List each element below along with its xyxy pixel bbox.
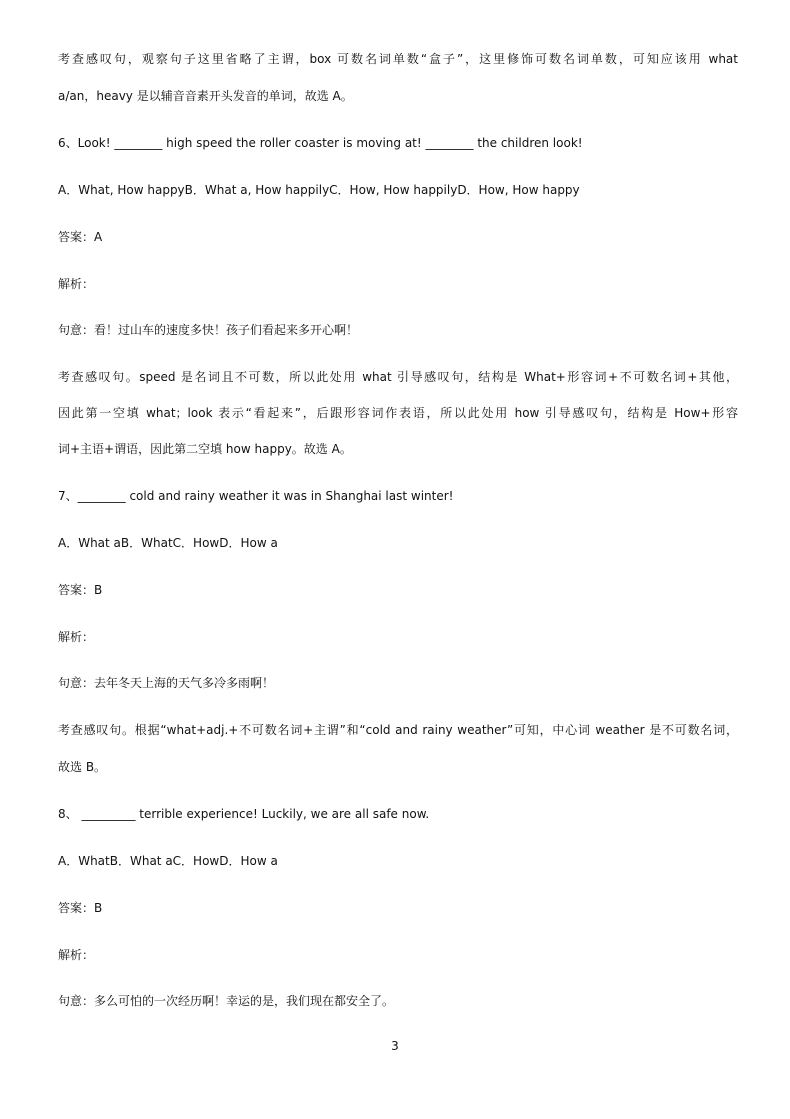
question-7-meaning: 句意：去年冬天上海的天气多冷多雨啊！ <box>58 676 275 690</box>
question-6-explanation-2: 因此第一空填 what；look 表示“看起来”，后跟形容词作表语，所以此处用 how 引导感叹句，结构是 How+形容 <box>58 406 738 420</box>
question-8-meaning: 句意：多么可怕的一次经历啊！幸运的是，我们现在都安全了。 <box>58 994 395 1008</box>
question-6-explanation-3: 词+主语+谓语，因此第二空填 how happy。故选 A。 <box>58 442 352 456</box>
question-6-explanation-1: 考查感叹句。speed 是名词且不可数，所以此处用 what 引导感叹句，结构是 What+形容词+不可数名词+其他， <box>58 370 738 384</box>
question-8-options: A．WhatB．What aC．HowD．How a <box>58 854 278 868</box>
page-number: 3 <box>391 1039 399 1053</box>
question-7: 7、________ cold and rainy weather it was in Shanghai last winter! <box>58 489 454 503</box>
question-6-analysis-label: 解析： <box>58 277 95 291</box>
question-7-options: A．What aB．WhatC．HowD．How a <box>58 536 278 550</box>
question-6-answer: 答案：A <box>58 230 103 244</box>
explanation-line-5-2: a/an，heavy 是以辅音音素开头发音的单词，故选 A。 <box>58 89 353 103</box>
question-8-analysis-label: 解析： <box>58 948 95 962</box>
question-8: 8、 _________ terrible experience! Luckily, we are all safe now. <box>58 807 430 821</box>
question-7-explanation-1: 考查感叹句。根据“what+adj.+不可数名词+主谓”和“cold and rainy weather”可知，中心词 weather 是不可数名词， <box>58 723 738 737</box>
question-7-explanation-2: 故选 B。 <box>58 760 107 774</box>
explanation-line-5-1: 考查感叹句，观察句子这里省略了主谓，box 可数名词单数“盒子”，这里修饰可数名词单数，可知应该用 what <box>58 52 738 66</box>
question-8-answer: 答案：B <box>58 901 103 915</box>
question-6-meaning: 句意：看！过山车的速度多快！孩子们看起来多开心啊！ <box>58 323 359 337</box>
question-6: 6、Look! ________ high speed the roller coaster is moving at! ________ the children look! <box>58 136 583 150</box>
question-7-analysis-label: 解析： <box>58 630 95 644</box>
question-7-answer: 答案：B <box>58 583 103 597</box>
question-6-options: A．What, How happyB．What a, How happilyC．How, How happilyD．How, How happy <box>58 183 580 197</box>
